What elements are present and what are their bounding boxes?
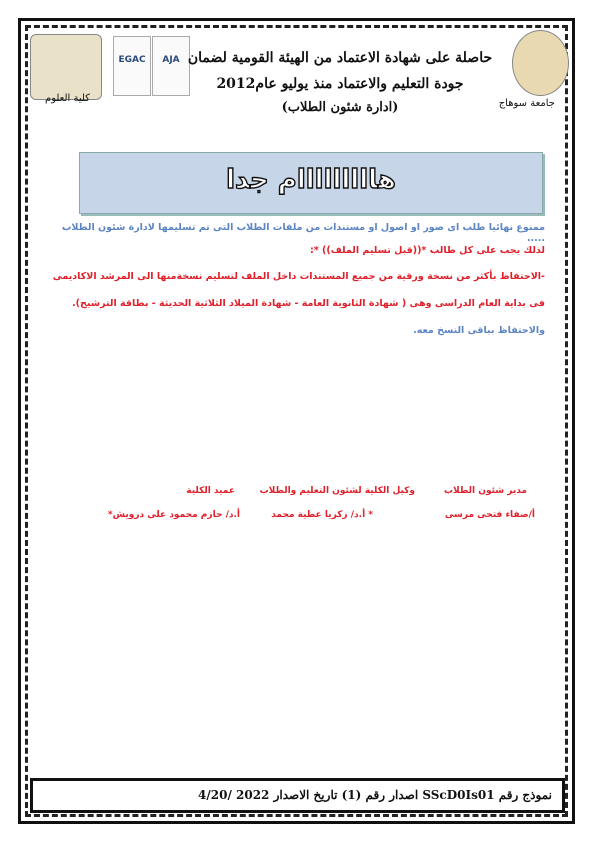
header-line-1: حاصلة على شهادة الاعتماد من الهيئة القومية لضمان <box>187 50 493 66</box>
page-border <box>18 18 575 824</box>
aja-certificate-logo: AJA <box>152 36 190 96</box>
notice-banner <box>79 152 543 214</box>
header-line-2: جودة التعليم والاعتماد منذ يوليو عام2012 <box>216 76 464 92</box>
signature-title-2: وكيل الكلية لشئون التعليم والطلاب <box>259 486 415 496</box>
signature-name-3: أ.د/ حازم محمود على درويش* <box>107 510 240 520</box>
signature-name-1: أ/صفاء فتحى مرسى <box>444 510 535 520</box>
footer-text: نموذج رقم SScD0Is01 اصدار رقم (1) تاريخ الاصدار 2022 /4/20 <box>198 788 552 802</box>
signature-name-2: * أ.د/ زكريا عطية محمد <box>271 510 373 520</box>
faculty-logo <box>30 34 102 100</box>
faculty-name: كلية العلوم <box>45 93 90 104</box>
body-line-2: لذلك يجب على كل طالب *((قبل تسليم الملف)) *: <box>309 245 545 256</box>
signature-title-1: مدير شئون الطلاب <box>444 486 527 496</box>
signature-title-3: عميد الكلية <box>186 486 235 496</box>
egac-certificate-logo: EGAC <box>113 36 151 96</box>
body-line-5: والاحتفاظ بباقى النسخ معه. <box>413 325 545 336</box>
body-line-1: ممنوع نهائيا طلب اى صور او اصول او مستندات من ملفات الطلاب التى تم تسليمها لادارة شئون الطلاب ..... <box>61 222 545 244</box>
university-logo <box>512 30 569 96</box>
body-line-3: -الاحتفاظ بأكثر من نسخة ورقية من جميع المستندات داخل الملف لتسليم نسخةمنها الى المرشد الاكاديمى <box>52 271 545 282</box>
banner-title: هااااااااام جدا <box>226 165 396 195</box>
page-border-dashed <box>25 25 568 817</box>
header-line-3: (ادارة شئون الطلاب) <box>281 100 399 115</box>
form-footer <box>30 778 565 813</box>
university-name: جامعة سوهاج <box>498 98 555 109</box>
body-line-4: فى بداية العام الدراسى وهى ( شهادة الثانوية العامة - شهادة الميلاد الثلاثية الحديثة - بطاقة الترشيح). <box>72 298 545 309</box>
